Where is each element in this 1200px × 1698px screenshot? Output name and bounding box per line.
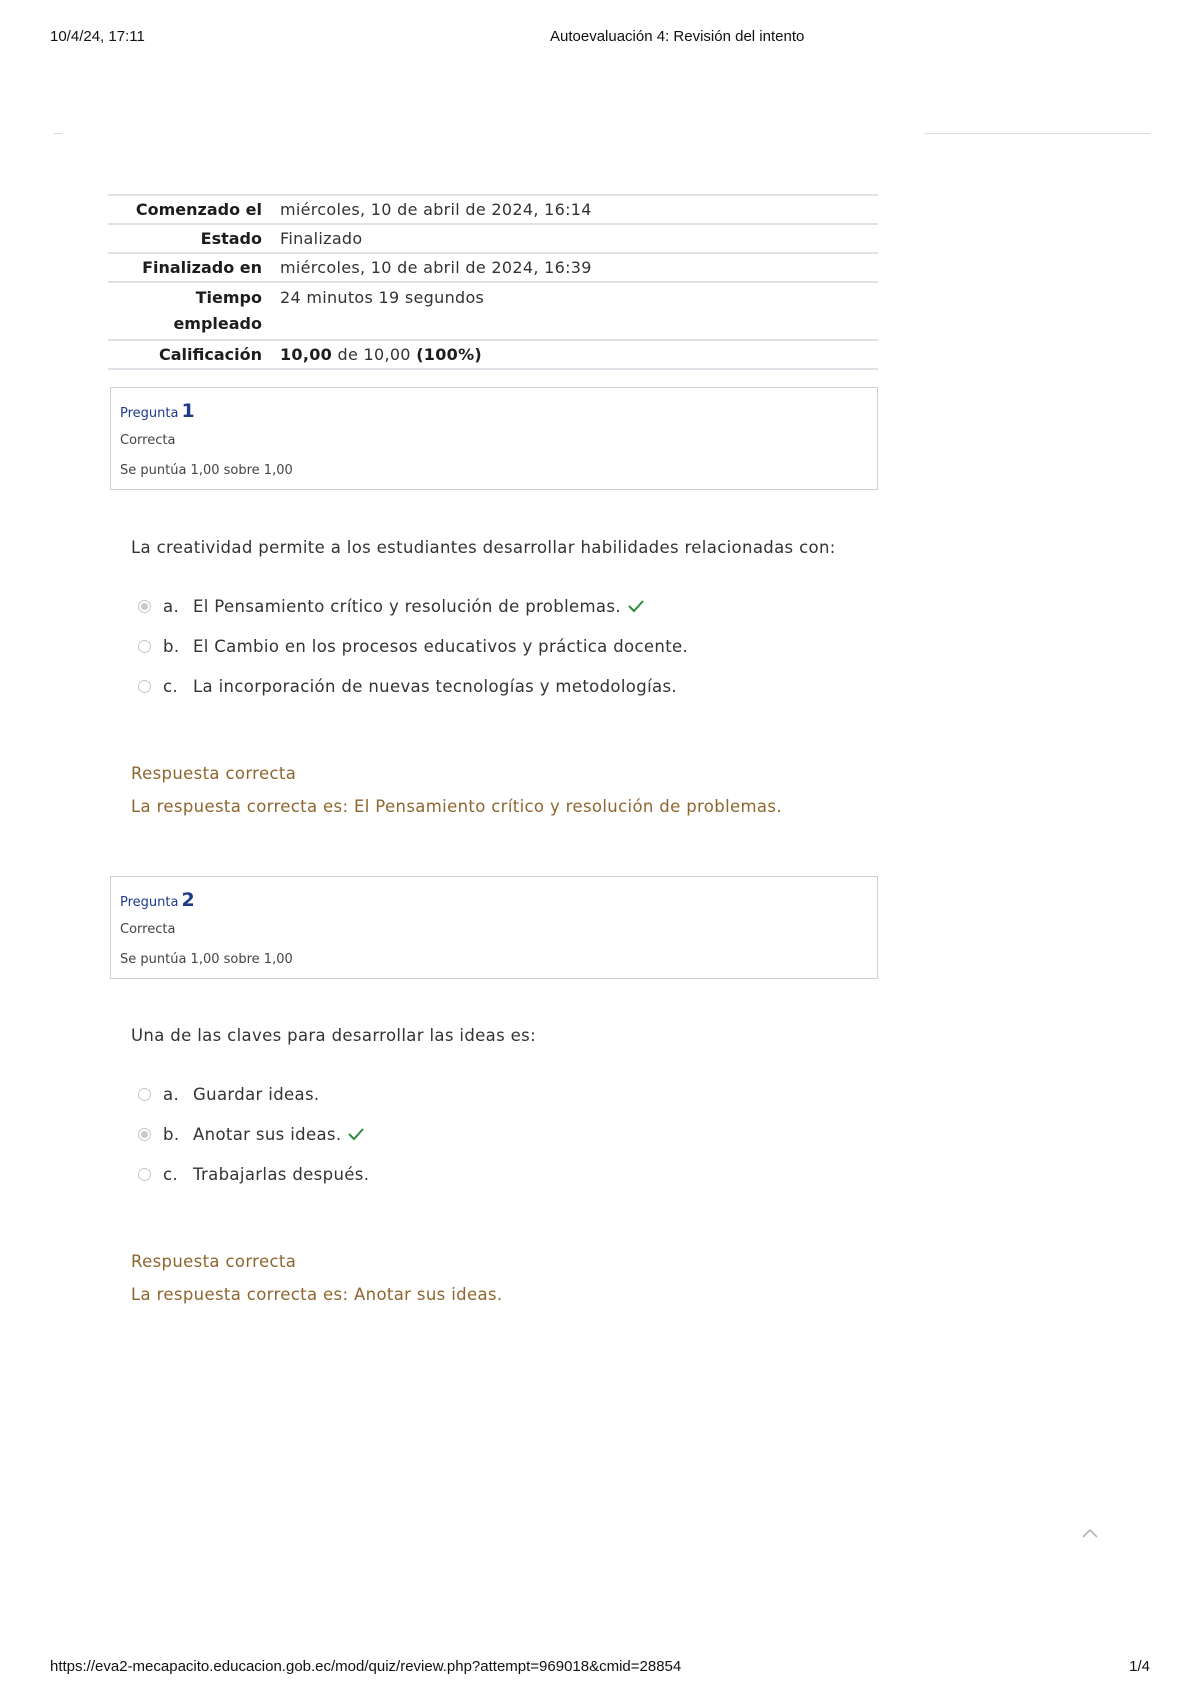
answer-option <box>138 586 688 626</box>
option-letter: b. <box>163 636 180 656</box>
feedback-right-answer: La respuesta correcta es: El Pensamiento crítico y resolución de problemas. <box>131 797 782 816</box>
feedback-title: Respuesta correcta <box>131 1252 297 1271</box>
question-state: Correcta <box>120 922 176 937</box>
grade-score: 10,00 <box>280 345 333 364</box>
radio-button <box>138 1168 151 1181</box>
option-text: El Pensamiento crítico y resolución de problemas. <box>193 596 621 616</box>
question-info-box <box>110 387 878 490</box>
divider <box>54 133 62 134</box>
radio-button <box>138 680 151 693</box>
question-feedback <box>131 764 782 816</box>
question-grade: Se puntúa 1,00 sobre 1,00 <box>120 463 293 478</box>
check-icon <box>347 1127 365 1141</box>
radio-button <box>138 1088 151 1101</box>
summary-value <box>276 341 878 368</box>
question-feedback <box>131 1252 502 1304</box>
option-text: El Cambio en los procesos educativos y práctica docente. <box>193 636 689 656</box>
divider <box>925 133 1150 134</box>
question-number <box>120 889 195 911</box>
question-text: La creatividad permite a los estudiantes desarrollar habilidades relacionadas con: <box>131 538 836 557</box>
grade-of: de 10,00 <box>337 345 411 364</box>
chevron-up-icon[interactable] <box>1080 1526 1100 1540</box>
grade-percent: (100%) <box>416 345 483 364</box>
summary-row-started <box>108 196 878 225</box>
question-state: Correcta <box>120 433 176 448</box>
summary-value: 24 minutos 19 segundos <box>280 288 485 307</box>
option-text: Anotar sus ideas. <box>193 1124 342 1144</box>
answer-option <box>138 1074 369 1114</box>
page-number: 1/4 <box>1129 1658 1150 1675</box>
answer-option <box>138 626 688 666</box>
summary-row-finished <box>108 254 878 283</box>
summary-value: miércoles, 10 de abril de 2024, 16:14 <box>280 200 592 219</box>
option-letter: a. <box>163 596 180 616</box>
summary-label: Calificación <box>159 345 262 364</box>
question-label: Pregunta <box>120 406 179 421</box>
answer-option <box>138 666 688 706</box>
summary-row-time <box>108 283 878 341</box>
summary-label <box>108 283 276 339</box>
option-text: Guardar ideas. <box>193 1084 320 1104</box>
option-letter: b. <box>163 1124 180 1144</box>
question-label: Pregunta <box>120 895 179 910</box>
option-text: La incorporación de nuevas tecnologías y metodologías. <box>193 676 678 696</box>
summary-label: Estado <box>200 229 262 248</box>
question-info-box <box>110 876 878 979</box>
check-icon <box>627 599 645 613</box>
option-letter: c. <box>163 676 179 696</box>
attempt-summary-table <box>108 194 878 370</box>
option-text: Trabajarlas después. <box>193 1164 370 1184</box>
summary-value: Finalizado <box>280 229 363 248</box>
answer-options <box>138 1074 369 1194</box>
print-footer <box>0 1658 1200 1678</box>
summary-row-state <box>108 225 878 254</box>
question-text: Una de las claves para desarrollar las ideas es: <box>131 1026 537 1045</box>
radio-button-selected <box>138 600 151 613</box>
print-title: Autoevaluación 4: Revisión del intento <box>550 28 805 45</box>
summary-label: Finalizado en <box>142 258 262 277</box>
feedback-right-answer: La respuesta correcta es: Anotar sus ideas. <box>131 1285 503 1304</box>
summary-label-line: empleado <box>173 314 262 333</box>
summary-label-line: Tiempo <box>195 288 262 307</box>
summary-label: Comenzado el <box>135 200 262 219</box>
question-number-value: 1 <box>181 400 195 422</box>
feedback-title: Respuesta correcta <box>131 764 297 783</box>
summary-value: miércoles, 10 de abril de 2024, 16:39 <box>280 258 592 277</box>
question-grade: Se puntúa 1,00 sobre 1,00 <box>120 952 293 967</box>
answer-option <box>138 1114 369 1154</box>
option-letter: c. <box>163 1164 179 1184</box>
answer-options <box>138 586 688 706</box>
radio-button-selected <box>138 1128 151 1141</box>
radio-button <box>138 640 151 653</box>
print-date: 10/4/24, 17:11 <box>50 28 145 45</box>
answer-option <box>138 1154 369 1194</box>
question-number <box>120 400 195 422</box>
option-letter: a. <box>163 1084 180 1104</box>
summary-row-grade <box>108 341 878 370</box>
question-number-value: 2 <box>181 889 195 911</box>
print-header <box>0 28 1200 48</box>
page-url: https://eva2-mecapacito.educacion.gob.ec/mod/quiz/review.php?attempt=969018&cmid=28854 <box>50 1658 682 1675</box>
